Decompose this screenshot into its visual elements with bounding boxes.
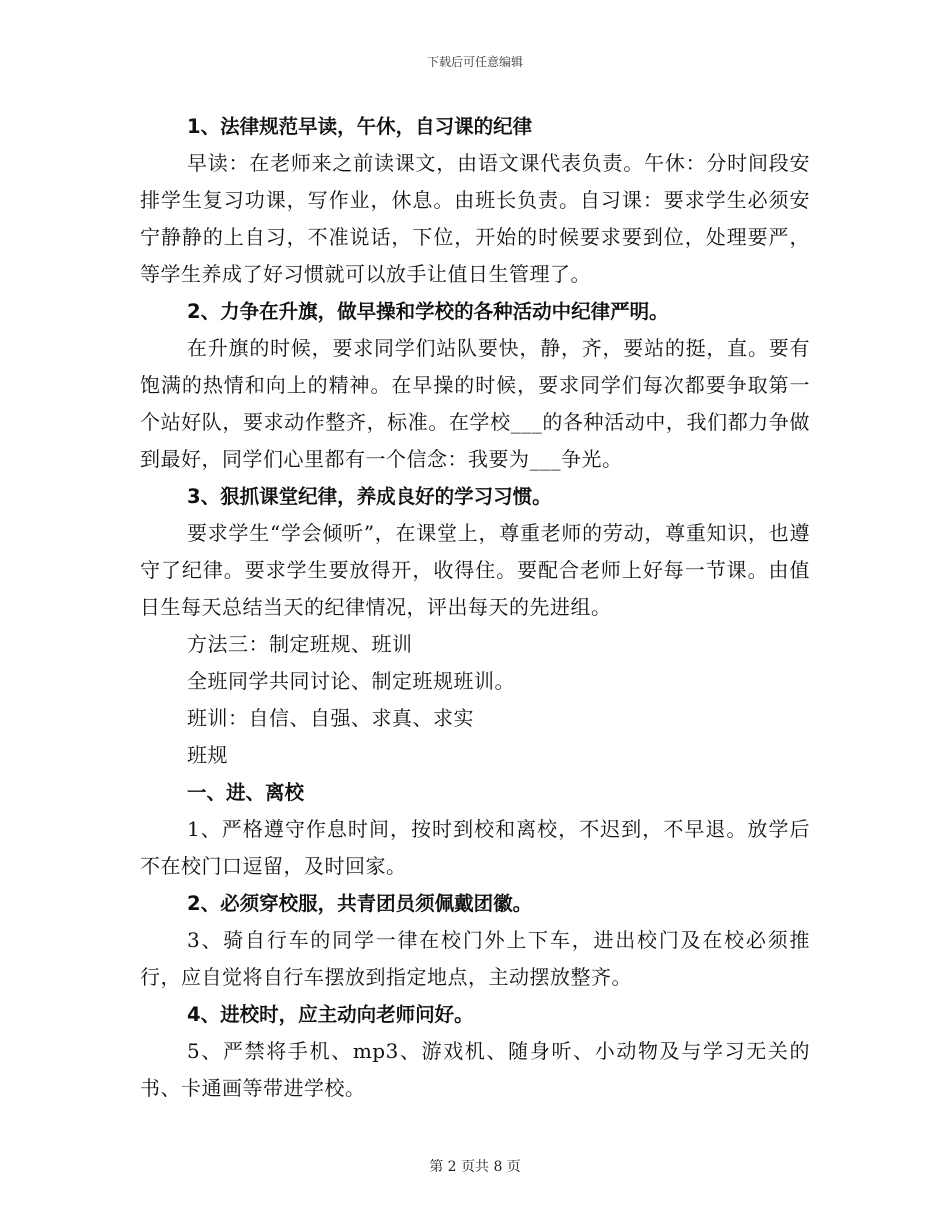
rule-item-bold: 4、进校时，应主动向老师问好。 — [187, 1003, 474, 1026]
page-footer: 第 2 页共 8 页 — [429, 1159, 521, 1175]
discussion-line: 全班同学共同讨论、制定班规班训。 — [187, 669, 515, 693]
paragraph: 在升旗的时候，要求同学们站队要快，静，齐，要站的挺，直。要有饱满的热情和向上的精神。在早操的时候，要求同学们每次都要争取第一个站好队，要求动作整齐，标准。在学校___的各种活动中，我们都力争做到最好，同学们心里都有一个信念：我要为___争光。 — [140, 336, 810, 471]
heading-1: 1、法律规范早读，午休，自习课的纪律 — [187, 115, 533, 138]
method-three-line: 方法三：制定班规、班训 — [187, 632, 413, 656]
section-heading-arrival: 一、进、离校 — [187, 781, 305, 804]
rule-item-bold: 2、必须穿校服，共青团员须佩戴团徽。 — [187, 892, 533, 915]
heading-2: 2、力争在升旗，做早操和学校的各种活动中纪律严明。 — [187, 300, 669, 323]
class-motto-line: 班训：自信、自强、求真、求实 — [187, 706, 474, 730]
page-header: 下载后可任意编辑 — [426, 55, 523, 69]
document-body — [140, 108, 810, 1107]
rule-item: 3、骑自行车的同学一律在校门外上下车，进出校门及在校必须推行，应自觉将自行车摆放到指定地点，主动摆放整齐。 — [140, 928, 810, 989]
rule-item: 1、严格遵守作息时间，按时到校和离校，不迟到，不早退。放学后不在校门口逗留，及时回家。 — [140, 817, 810, 878]
paragraph: 早读：在老师来之前读课文，由语文课代表负责。午休：分时间段安排学生复习功课，写作业，休息。由班长负责。自习课：要求学生必须安宁静静的上自习，不准说话，下位，开始的时候要求要到位，处理要严，等学生养成了好习惯就可以放手让值日生管理了。 — [140, 151, 810, 286]
paragraph: 要求学生“学会倾听”，在课堂上，尊重老师的劳动，尊重知识，也遵守了纪律。要求学生要放得开，收得住。要配合老师上好每一节课。由值日生每天总结当天的纪律情况，评出每天的先进组。 — [140, 521, 810, 619]
class-rules-title: 班规 — [187, 743, 228, 767]
heading-3: 3、狠抓课堂纪律，养成良好的学习习惯。 — [187, 485, 552, 508]
rule-item: 5、严禁将手机、mp3、游戏机、随身听、小动物及与学习无关的书、卡通画等带进学校。 — [140, 1039, 810, 1100]
